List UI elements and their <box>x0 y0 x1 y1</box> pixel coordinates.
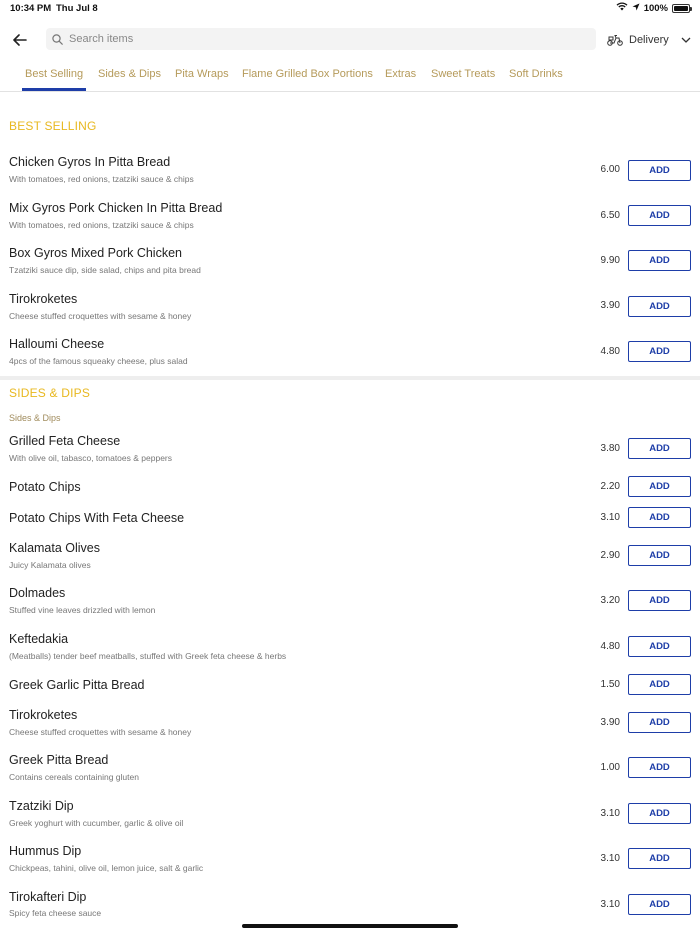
add-button[interactable]: ADD <box>628 674 691 695</box>
battery-icon <box>672 4 690 13</box>
item-description: Spicy feta cheese sauce <box>9 908 102 918</box>
section-title-best-selling: BEST SELLING <box>9 119 97 133</box>
status-time: 10:34 PM <box>10 3 52 14</box>
status-right <box>616 2 690 14</box>
item-description: Juicy Kalamata olives <box>9 560 91 570</box>
search-bar[interactable] <box>46 28 596 50</box>
add-button[interactable]: ADD <box>628 507 691 528</box>
tab-sweet-treats[interactable]: Sweet Treats <box>431 68 496 80</box>
item-description: With olive oil, tabasco, tomatoes & peppers <box>9 453 172 463</box>
item-description: Tzatziki sauce dip, side salad, chips and pita bread <box>9 265 201 275</box>
active-tab-indicator <box>22 88 86 91</box>
section-subtitle: Sides & Dips <box>9 413 61 423</box>
item-description: With tomatoes, red onions, tzatziki sauce & chips <box>9 174 194 184</box>
add-button[interactable]: ADD <box>628 341 691 362</box>
item-price: 4.80 <box>600 346 620 357</box>
search-icon <box>52 34 63 45</box>
add-button[interactable]: ADD <box>628 636 691 657</box>
delivery-label: Delivery <box>629 34 669 46</box>
item-name: Halloumi Cheese <box>9 337 105 351</box>
search-input[interactable] <box>69 33 569 45</box>
add-button[interactable]: ADD <box>628 205 691 226</box>
item-price: 3.90 <box>600 717 620 728</box>
item-price: 3.80 <box>600 443 620 454</box>
top-bar <box>0 28 700 52</box>
status-date: Thu Jul 8 <box>56 3 98 14</box>
item-price: 2.20 <box>600 481 620 492</box>
item-description: Greek yoghurt with cucumber, garlic & olive oil <box>9 818 184 828</box>
delivery-selector[interactable] <box>607 29 691 51</box>
item-name: Hummus Dip <box>9 844 82 858</box>
item-name: Keftedakia <box>9 632 69 646</box>
item-price: 4.80 <box>600 641 620 652</box>
item-price: 6.50 <box>600 210 620 221</box>
tab-best-selling[interactable]: Best Selling <box>25 68 84 80</box>
back-button[interactable] <box>10 30 30 50</box>
item-name: Potato Chips <box>9 480 81 494</box>
item-description: Cheese stuffed croquettes with sesame & honey <box>9 727 192 737</box>
status-bar <box>0 0 700 18</box>
item-name: Potato Chips With Feta Cheese <box>9 511 185 525</box>
item-name: Mix Gyros Pork Chicken In Pitta Bread <box>9 201 223 215</box>
item-description: 4pcs of the famous squeaky cheese, plus salad <box>9 356 188 366</box>
section-title-sides-dips: SIDES & DIPS <box>9 386 91 400</box>
item-price: 1.50 <box>600 679 620 690</box>
item-price: 3.10 <box>600 899 620 910</box>
add-button[interactable]: ADD <box>628 712 691 733</box>
arrow-left-icon <box>13 34 27 46</box>
item-price: 6.00 <box>600 164 620 175</box>
add-button[interactable]: ADD <box>628 438 691 459</box>
item-name: Greek Pitta Bread <box>9 753 109 767</box>
add-button[interactable]: ADD <box>628 590 691 611</box>
item-description: Stuffed vine leaves drizzled with lemon <box>9 605 156 615</box>
item-name: Tirokroketes <box>9 708 78 722</box>
tab-sides-dips[interactable]: Sides & Dips <box>98 68 161 80</box>
tab-flame-grilled-box-portions[interactable]: Flame Grilled Box Portions <box>242 68 373 80</box>
item-name: Greek Garlic Pitta Bread <box>9 678 145 692</box>
add-button[interactable]: ADD <box>628 848 691 869</box>
add-button[interactable]: ADD <box>628 250 691 271</box>
item-price: 1.00 <box>600 762 620 773</box>
add-button[interactable]: ADD <box>628 894 691 915</box>
item-price: 3.90 <box>600 300 620 311</box>
item-description: (Meatballs) tender beef meatballs, stuffed with Greek feta cheese & herbs <box>9 651 287 661</box>
item-name: Dolmades <box>9 586 66 600</box>
add-button[interactable]: ADD <box>628 545 691 566</box>
home-indicator <box>242 924 458 928</box>
item-name: Tzatziki Dip <box>9 799 74 813</box>
item-name: Chicken Gyros In Pitta Bread <box>9 155 171 169</box>
item-description: Cheese stuffed croquettes with sesame & honey <box>9 311 192 321</box>
wifi-icon <box>616 2 628 14</box>
scooter-icon <box>607 34 623 46</box>
add-button[interactable]: ADD <box>628 160 691 181</box>
item-price: 3.10 <box>600 512 620 523</box>
add-button[interactable]: ADD <box>628 476 691 497</box>
item-description: With tomatoes, red onions, tzatziki sauce & chips <box>9 220 194 230</box>
item-price: 2.90 <box>600 550 620 561</box>
add-button[interactable]: ADD <box>628 757 691 778</box>
item-price: 9.90 <box>600 255 620 266</box>
tab-pita-wraps[interactable]: Pita Wraps <box>175 68 229 80</box>
item-price: 3.20 <box>600 595 620 606</box>
location-icon <box>632 3 640 14</box>
category-tabs <box>0 60 700 92</box>
add-button[interactable]: ADD <box>628 296 691 317</box>
item-description: Contains cereals containing gluten <box>9 772 139 782</box>
battery-percent: 100% <box>643 2 668 14</box>
item-price: 3.10 <box>600 853 620 864</box>
tab-soft-drinks[interactable]: Soft Drinks <box>509 68 563 80</box>
item-name: Grilled Feta Cheese <box>9 434 121 448</box>
tab-extras[interactable]: Extras <box>385 68 417 80</box>
add-button[interactable]: ADD <box>628 803 691 824</box>
item-description: Chickpeas, tahini, olive oil, lemon juice, salt & garlic <box>9 863 204 873</box>
item-name: Kalamata Olives <box>9 541 101 555</box>
section-divider <box>0 376 700 380</box>
chevron-down-icon <box>681 37 691 43</box>
item-name: Box Gyros Mixed Pork Chicken <box>9 246 182 260</box>
item-name: Tirokroketes <box>9 292 78 306</box>
item-price: 3.10 <box>600 808 620 819</box>
item-name: Tirokafteri Dip <box>9 890 87 904</box>
